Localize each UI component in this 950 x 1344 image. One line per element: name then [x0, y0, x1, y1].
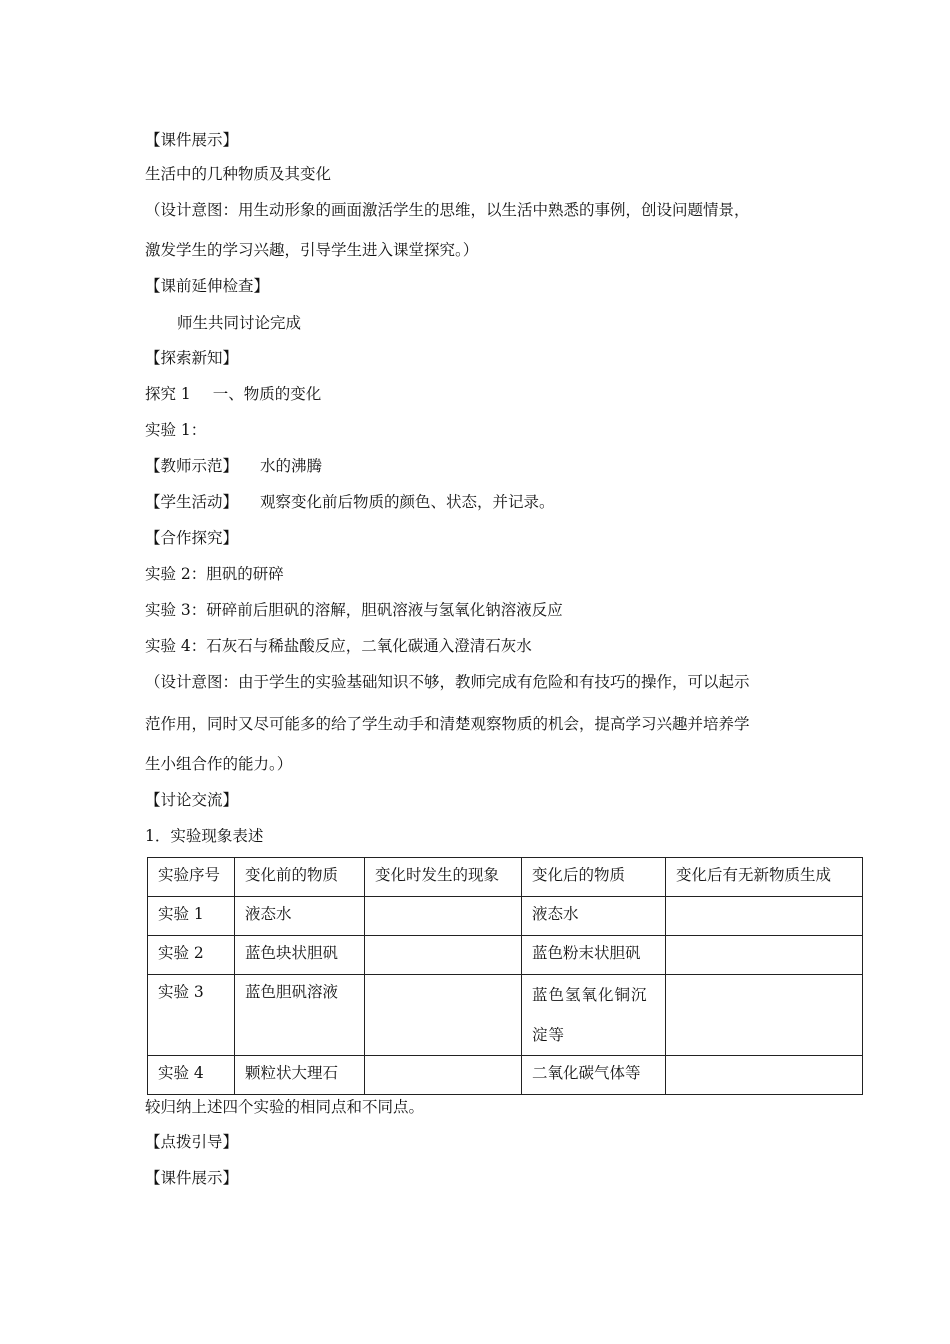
table-row	[148, 897, 863, 936]
design-note: 激发学生的学习兴趣，引导学生进入课堂探究。）	[145, 241, 479, 259]
design-note: （设计意图：由于学生的实验基础知识不够，教师完成有危险和有技巧的操作，可以起示	[145, 673, 750, 691]
paragraph: 较归纳上述四个实验的相同点和不同点。	[145, 1098, 425, 1116]
table-cell	[365, 936, 522, 975]
table-cell: 蓝色粉末状胆矾	[522, 936, 666, 975]
design-note: 生小组合作的能力。）	[145, 755, 293, 773]
paragraph	[145, 384, 321, 404]
design-note: 范作用，同时又尽可能多的给了学生动手和清楚观察物质的机会，提高学习兴趣并培养学	[145, 715, 750, 733]
table-cell	[365, 1056, 522, 1095]
paragraph: 实验 2：胆矾的研碎	[145, 565, 284, 583]
table-cell: 实验 1	[148, 897, 235, 936]
table-row	[148, 936, 863, 975]
student-activity-label: 【学生活动】	[145, 493, 239, 511]
table-cell: 二氧化碳气体等	[522, 1056, 666, 1095]
student-activity-text: 观察变化前后物质的颜色、状态，并记录。	[260, 493, 555, 511]
table-cell: 蓝色块状胆矾	[235, 936, 365, 975]
section-heading: 【点拨引导】	[145, 1133, 239, 1151]
table-cell: 实验 2	[148, 936, 235, 975]
table-header-cell: 变化后的物质	[522, 858, 666, 897]
table-cell: 蓝色胆矾溶液	[235, 975, 365, 1056]
table-header-cell: 变化前的物质	[235, 858, 365, 897]
section-heading: 【讨论交流】	[145, 791, 239, 809]
table-cell: 蓝色氢氧化铜沉淀等	[522, 975, 666, 1056]
table-row	[148, 975, 863, 1056]
table-header-cell: 实验序号	[148, 858, 235, 897]
section-heading: 【课件展示】	[145, 1169, 239, 1187]
paragraph: 生活中的几种物质及其变化	[145, 165, 332, 183]
section-heading: 【课前延伸检查】	[145, 277, 270, 295]
table-cell	[666, 975, 863, 1056]
table-cell	[666, 897, 863, 936]
section-heading: 【合作探究】	[145, 529, 239, 547]
teacher-demo-label: 【教师示范】	[145, 457, 239, 475]
table-cell: 液态水	[522, 897, 666, 936]
inquiry-label: 探究 1	[145, 385, 191, 403]
table-cell	[365, 975, 522, 1056]
inquiry-title: 一、物质的变化	[212, 385, 322, 403]
paragraph	[145, 456, 322, 476]
paragraph: 1．实验现象表述	[145, 827, 264, 845]
table-header-cell: 变化时发生的现象	[365, 858, 522, 897]
paragraph: 实验 3：研碎前后胆矾的溶解，胆矾溶液与氢氧化钠溶液反应	[145, 601, 563, 619]
paragraph: 师生共同讨论完成	[177, 314, 302, 332]
teacher-demo-text: 水的沸腾	[260, 457, 323, 475]
section-heading: 【探索新知】	[145, 349, 239, 367]
table-cell: 实验 3	[148, 975, 235, 1056]
table-row	[148, 1056, 863, 1095]
table-cell	[365, 897, 522, 936]
design-note: （设计意图：用生动形象的画面激活学生的思维，以生活中熟悉的事例，创设问题情景，	[145, 201, 750, 219]
table-cell: 实验 4	[148, 1056, 235, 1095]
paragraph: 实验 1：	[145, 421, 207, 439]
table-cell	[666, 936, 863, 975]
table-cell: 颗粒状大理石	[235, 1056, 365, 1095]
paragraph	[145, 492, 555, 512]
paragraph: 实验 4：石灰石与稀盐酸反应，二氧化碳通入澄清石灰水	[145, 637, 532, 655]
experiment-table	[147, 857, 863, 1095]
table-header-cell: 变化后有无新物质生成	[666, 858, 863, 897]
table-header-row	[148, 858, 863, 897]
section-heading: 【课件展示】	[145, 131, 239, 149]
table-cell: 液态水	[235, 897, 365, 936]
table-cell	[666, 1056, 863, 1095]
